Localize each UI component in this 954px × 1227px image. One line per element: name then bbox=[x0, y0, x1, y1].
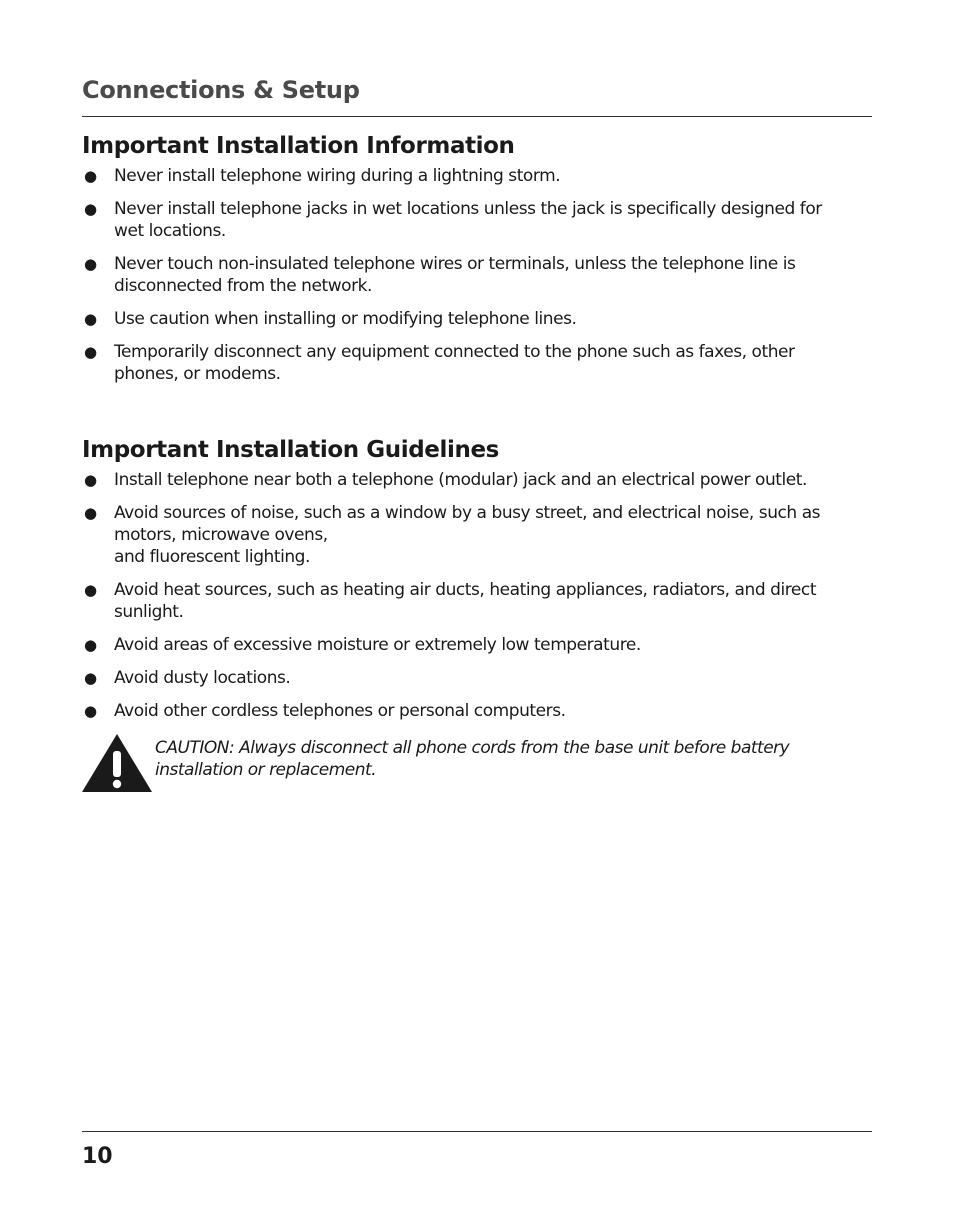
list-item: ● Temporarily disconnect any equipment connected to the phone such as faxes, other phones, or modems. bbox=[84, 342, 795, 384]
running-head: Connections & Setup bbox=[82, 76, 360, 104]
bullet-icon: ● bbox=[84, 255, 97, 273]
caution-note bbox=[82, 734, 872, 794]
section-title: Important Installation Guidelines bbox=[82, 437, 499, 463]
section-installation-guidelines bbox=[82, 435, 872, 733]
bullet-icon: ● bbox=[84, 471, 97, 489]
list-item: ● Never touch non-insulated telephone wires or terminals, unless the telephone line is disconnected from the network. bbox=[84, 254, 796, 296]
section-title: Important Installation Information bbox=[82, 133, 515, 159]
bullet-icon: ● bbox=[84, 702, 97, 720]
manual-page bbox=[82, 0, 872, 1227]
list-item: ● Never install telephone jacks in wet locations unless the jack is specifically designed for wet locations. bbox=[84, 199, 822, 241]
header-rule bbox=[82, 116, 872, 117]
list-item: ● Never install telephone wiring during a lightning storm. bbox=[84, 166, 561, 186]
bullet-icon: ● bbox=[84, 310, 97, 328]
warning-triangle-icon bbox=[82, 734, 152, 792]
list-item: ● Avoid heat sources, such as heating air ducts, heating appliances, radiators, and direct sunlight. bbox=[84, 580, 817, 622]
list-item: ● Avoid sources of noise, such as a window by a busy street, and electrical noise, such as motors, microwave ovens, and fluorescent lighting. bbox=[84, 503, 821, 567]
page-number: 10 bbox=[82, 1144, 113, 1169]
guidelines-list bbox=[82, 469, 872, 722]
footer-rule bbox=[82, 1131, 872, 1132]
bullet-icon: ● bbox=[84, 167, 97, 185]
caution-text: CAUTION: Always disconnect all phone cords from the base unit before battery installation or replacement. bbox=[155, 738, 790, 780]
list-item: ● Avoid dusty locations. bbox=[84, 668, 291, 688]
bullet-icon: ● bbox=[84, 636, 97, 654]
list-item: ● Avoid other cordless telephones or personal computers. bbox=[84, 701, 566, 721]
list-item: ● Use caution when installing or modifying telephone lines. bbox=[84, 309, 577, 329]
list-item: ● Avoid areas of excessive moisture or extremely low temperature. bbox=[84, 635, 641, 655]
information-list bbox=[82, 165, 872, 385]
bullet-icon: ● bbox=[84, 200, 97, 218]
list-item: ● Install telephone near both a telephone (modular) jack and an electrical power outlet. bbox=[84, 470, 807, 490]
bullet-icon: ● bbox=[84, 669, 97, 687]
bullet-icon: ● bbox=[84, 504, 97, 522]
bullet-icon: ● bbox=[84, 581, 97, 599]
bullet-icon: ● bbox=[84, 343, 97, 361]
section-installation-information bbox=[82, 131, 872, 396]
